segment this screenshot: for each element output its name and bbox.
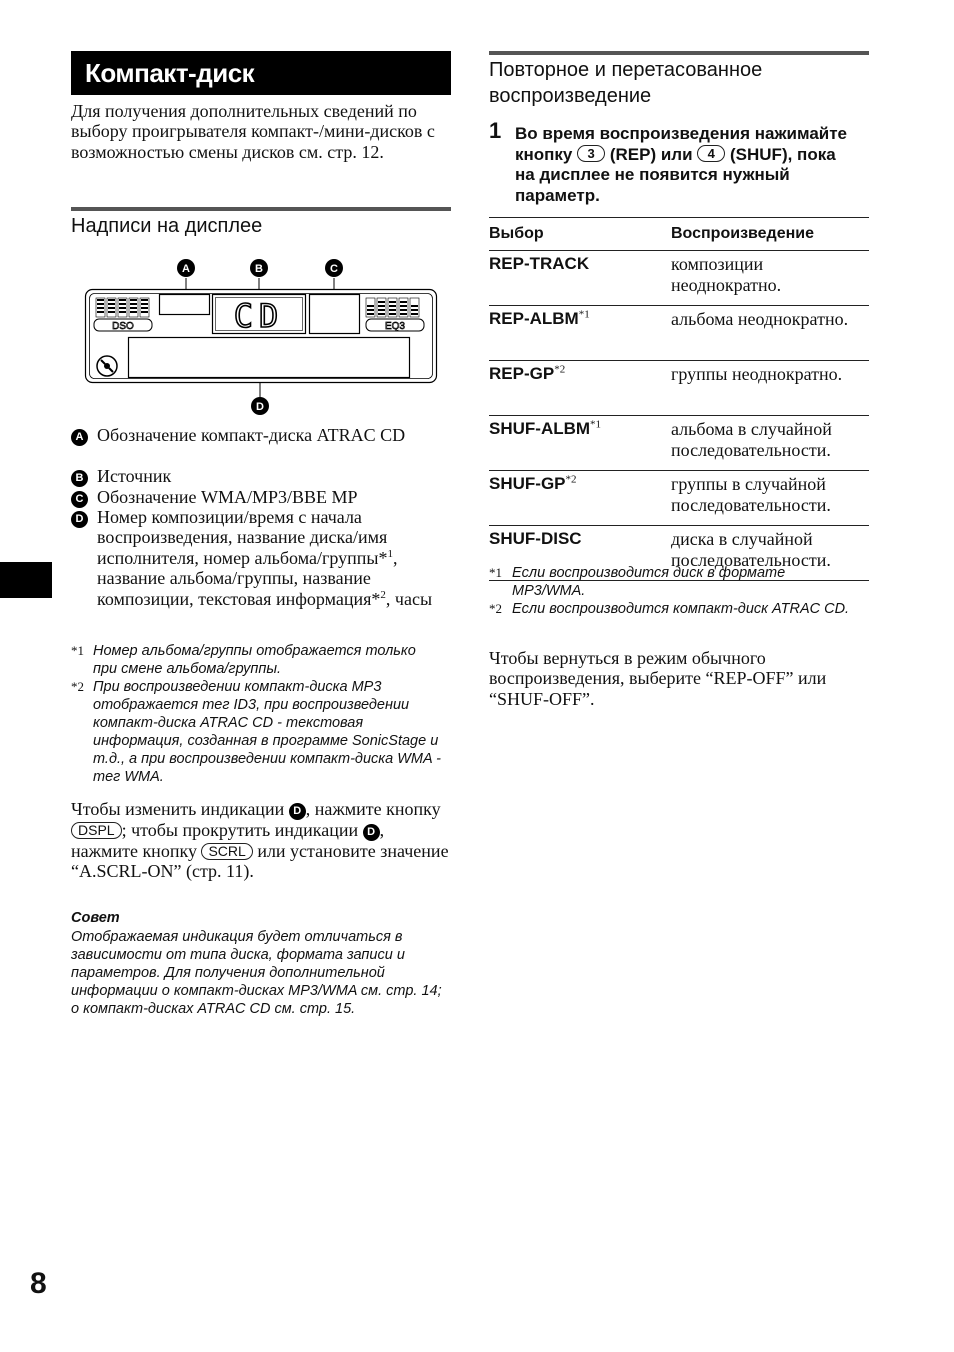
disc-icon <box>97 356 117 376</box>
callout-c <box>325 259 343 277</box>
table-row: SHUF-ALBM$^{*1}$ альбома в случайной последовательности. <box>489 416 869 471</box>
legend-text-d: Номер композиции/время с начала воспроизведения, название диска/имя исполнителя, номер альбома/группы*$^1$, название альбома/группы, название композиции, текстовая информация*$^2$, часы <box>97 507 433 609</box>
display-diagram <box>84 256 438 418</box>
table-header-option: Выбор <box>489 225 544 242</box>
side-tab <box>0 562 52 598</box>
key-4: 4 <box>697 145 725 162</box>
legend-text-c: Обозначение WMA/MP3/BBE MP <box>97 487 358 507</box>
step-instruction: Во время воспроизведения нажимайте кнопку 3 (REP) или 4 (SHUF), пока на дисплее не появится нужный параметр. <box>515 124 847 205</box>
legend-text-b: Источник <box>97 466 172 486</box>
legend-text-a: Обозначение компакт-диска ATRAC CD <box>97 425 406 445</box>
legend-mark-c: C <box>71 491 88 508</box>
text-display-area <box>129 338 410 378</box>
footnote-2: *2 При воспроизведении компакт-диска MP3 отображается тег ID3, при воспроизведении компакт-диска ATRAC CD - текстовая информация, созданная в программе SonicStage и т.д., а при воспроизведении компакт-диска WMA - тег WMA. <box>71 679 441 785</box>
callout-b-text: B <box>255 263 263 275</box>
right-footnote-1: *1 Если воспроизводится диск в формате MP3/WMA. <box>489 565 786 599</box>
inline-mark-d-2: D <box>363 824 380 841</box>
table-row: REP-GP$^{*2}$ группы неоднократно. <box>489 361 869 416</box>
display-heading: Надписи на дисплее <box>71 215 263 237</box>
right-heading-rule <box>489 51 869 55</box>
dso-label: DSO <box>112 321 134 332</box>
inline-mark-d: D <box>289 803 306 820</box>
heading-rule <box>71 207 451 211</box>
callout-a <box>177 259 195 277</box>
legend-item-a <box>71 425 406 446</box>
change-display-paragraph: Чтобы изменить индикации D , нажмите кнопку DSPL ; чтобы прокрутить индикации D , нажмите кнопку SCRL или установите значение “A.SCRL-ON” (стр. 11). <box>71 799 449 882</box>
step-number: 1 <box>489 118 502 143</box>
table-header-playback: Воспроизведение <box>671 225 814 242</box>
callout-d-text: D <box>256 401 264 413</box>
source-text: CD <box>233 297 285 335</box>
section-title: Компакт-диск <box>71 51 451 95</box>
table-row: SHUF-GP$^{*2}$ группы в случайной последовательности. <box>489 471 869 526</box>
dspl-button: DSPL <box>71 822 122 839</box>
page-number: 8 <box>30 1267 47 1300</box>
callout-d <box>251 397 269 415</box>
callout-c-text: C <box>330 263 338 275</box>
eq3-label: EQ3 <box>384 321 406 332</box>
callout-b <box>250 259 268 277</box>
repeat-table <box>489 218 869 581</box>
repeat-shuffle-heading: Повторное и перетасованное воспроизведение <box>489 59 763 107</box>
table-row: REP-ALBM$^{*1}$ альбома неоднократно. <box>489 306 869 361</box>
legend-item-d <box>71 507 433 609</box>
atrac-indicator-box <box>160 295 210 315</box>
key-3: 3 <box>577 145 605 162</box>
legend-item-c <box>71 487 358 508</box>
table-row: REP-TRACK композиции неоднократно. <box>489 251 869 306</box>
legend-mark-d: D <box>71 511 88 528</box>
legend-item-b <box>71 466 172 487</box>
legend-mark-b: B <box>71 470 88 487</box>
tip-text: Отображаемая индикация будет отличаться в зависимости от типа диска, формата записи и параметров. Для получения дополнительной информации о компакт-дисках MP3/WMA см. стр. 14; о компакт-дисках ATRAC CD см. стр. 15. <box>71 929 442 1017</box>
callout-a-text: A <box>182 263 190 275</box>
tip-title: Совет <box>71 910 120 926</box>
table-row: SHUF-DISC диска в случайной последовательности. <box>489 526 869 581</box>
legend-mark-a: A <box>71 429 88 446</box>
footnote-1: *1 Номер альбома/группы отображается только при смене альбома/группы. <box>71 643 416 677</box>
return-paragraph: Чтобы вернуться в режим обычного воспроизведения, выберите “REP-OFF” или “SHUF-OFF”. <box>489 648 827 709</box>
format-indicator-box <box>310 295 360 334</box>
intro-paragraph: Для получения дополнительных сведений по выбору проигрывателя компакт-/мини-дисков с возможностью смены дисков см. стр. 12. <box>71 101 435 162</box>
scrl-button: SCRL <box>201 843 252 860</box>
right-footnote-2: *2 Если воспроизводится компакт-диск ATRAC CD. <box>489 601 850 617</box>
